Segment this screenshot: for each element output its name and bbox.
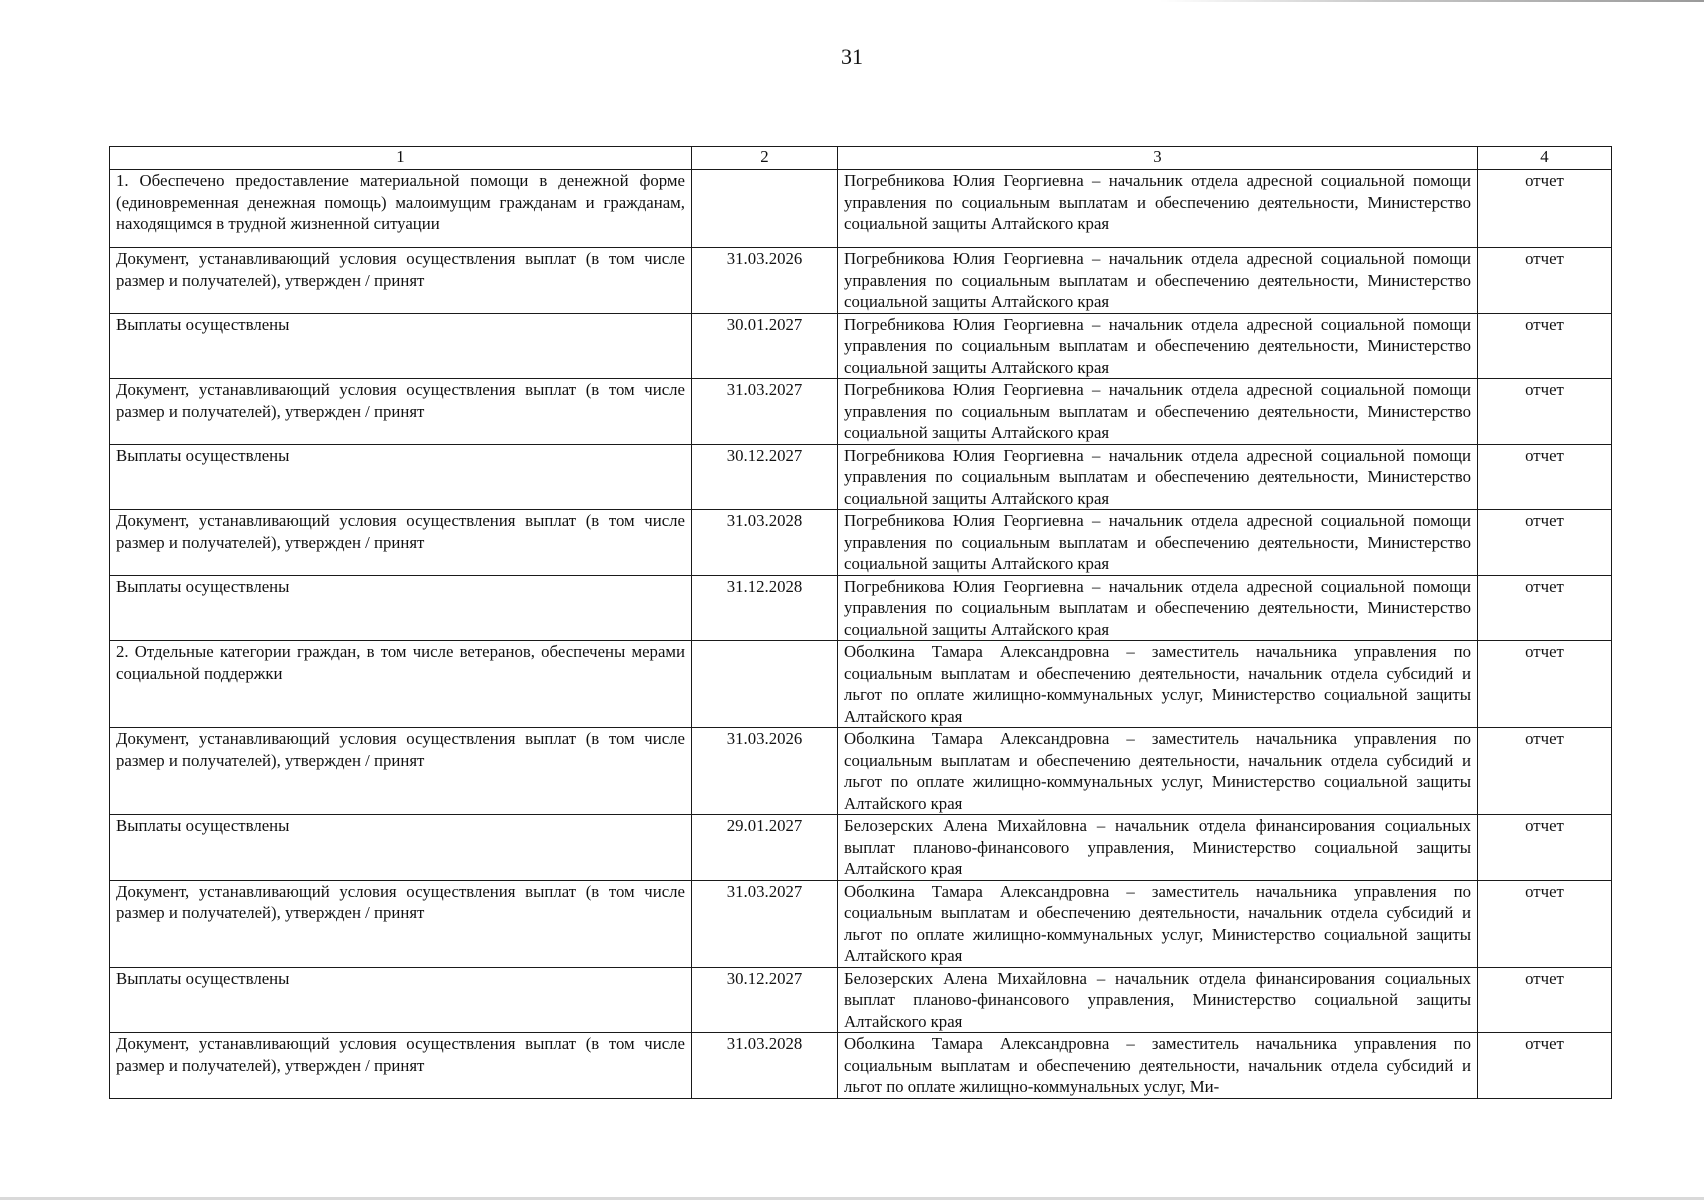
responsible-cell: Погребникова Юлия Георгиевна – начальник отдела адресной социальной помощи управления по социальным выплатам и обеспечению деятельности, Министерство социальной защиты Алтайского края	[838, 313, 1478, 379]
document-type-cell: отчет	[1478, 641, 1612, 728]
table-row	[110, 444, 1612, 510]
event-name-cell: Выплаты осуществлены	[110, 575, 692, 641]
responsible-cell: Оболкина Тамара Александровна – заместитель начальника управления по социальным выплатам и обеспечению деятельности, начальник отдела субсидий и льгот по оплате жилищно-коммунальных услуг, Министерство социальной защиты Алтайского края	[838, 728, 1478, 815]
plan-table	[109, 146, 1612, 1099]
event-name-cell: Документ, устанавливающий условия осуществления выплат (в том числе размер и получателей), утвержден / принят	[110, 248, 692, 314]
document-type-cell: отчет	[1478, 1033, 1612, 1099]
document-type-cell: отчет	[1478, 815, 1612, 881]
header-row	[110, 147, 1612, 170]
event-name-cell: Документ, устанавливающий условия осуществления выплат (в том числе размер и получателей), утвержден / принят	[110, 728, 692, 815]
responsible-cell: Оболкина Тамара Александровна – заместитель начальника управления по социальным выплатам и обеспечению деятельности, начальник отдела субсидий и льгот по оплате жилищно-коммунальных услуг, Ми-	[838, 1033, 1478, 1099]
document-type-cell: отчет	[1478, 313, 1612, 379]
responsible-cell: Оболкина Тамара Александровна – заместитель начальника управления по социальным выплатам и обеспечению деятельности, начальник отдела субсидий и льгот по оплате жилищно-коммунальных услуг, Министерство социальной защиты Алтайского края	[838, 880, 1478, 967]
event-name-cell: Документ, устанавливающий условия осуществления выплат (в том числе размер и получателей), утвержден / принят	[110, 1033, 692, 1099]
deadline-cell: 30.01.2027	[692, 313, 838, 379]
table-header	[110, 147, 1612, 170]
table-row	[110, 248, 1612, 314]
document-type-cell: отчет	[1478, 170, 1612, 248]
table-row	[110, 1033, 1612, 1099]
responsible-cell: Погребникова Юлия Георгиевна – начальник отдела адресной социальной помощи управления по социальным выплатам и обеспечению деятельности, Министерство социальной защиты Алтайского края	[838, 510, 1478, 576]
table-body	[110, 170, 1612, 1099]
table-row	[110, 170, 1612, 248]
deadline-cell: 31.03.2027	[692, 880, 838, 967]
table-row	[110, 728, 1612, 815]
table-row	[110, 880, 1612, 967]
document-type-cell: отчет	[1478, 967, 1612, 1033]
scan-edge-line	[1160, 0, 1704, 2]
header-col-2: 2	[692, 147, 838, 170]
deadline-cell: 31.03.2028	[692, 1033, 838, 1099]
header-col-1: 1	[110, 147, 692, 170]
document-type-cell: отчет	[1478, 444, 1612, 510]
table-row	[110, 510, 1612, 576]
document-type-cell: отчет	[1478, 379, 1612, 445]
table-row	[110, 967, 1612, 1033]
deadline-cell: 31.03.2026	[692, 728, 838, 815]
document-type-cell: отчет	[1478, 728, 1612, 815]
event-name-cell: 2. Отдельные категории граждан, в том числе ветеранов, обеспечены мерами социальной поддержки	[110, 641, 692, 728]
responsible-cell: Погребникова Юлия Георгиевна – начальник отдела адресной социальной помощи управления по социальным выплатам и обеспечению деятельности, Министерство социальной защиты Алтайского края	[838, 575, 1478, 641]
event-name-cell: Выплаты осуществлены	[110, 313, 692, 379]
table-row	[110, 815, 1612, 881]
document-type-cell: отчет	[1478, 248, 1612, 314]
header-col-3: 3	[838, 147, 1478, 170]
event-name-cell: Документ, устанавливающий условия осуществления выплат (в том числе размер и получателей), утвержден / принят	[110, 379, 692, 445]
event-name-cell: Документ, устанавливающий условия осуществления выплат (в том числе размер и получателей), утвержден / принят	[110, 880, 692, 967]
event-name-cell: Документ, устанавливающий условия осуществления выплат (в том числе размер и получателей), утвержден / принят	[110, 510, 692, 576]
responsible-cell: Погребникова Юлия Георгиевна – начальник отдела адресной социальной помощи управления по социальным выплатам и обеспечению деятельности, Министерство социальной защиты Алтайского края	[838, 248, 1478, 314]
table-row	[110, 641, 1612, 728]
header-col-4: 4	[1478, 147, 1612, 170]
event-name-cell: Выплаты осуществлены	[110, 444, 692, 510]
document-type-cell: отчет	[1478, 575, 1612, 641]
document-type-cell: отчет	[1478, 880, 1612, 967]
deadline-cell: 31.03.2028	[692, 510, 838, 576]
deadline-cell: 30.12.2027	[692, 967, 838, 1033]
responsible-cell: Погребникова Юлия Георгиевна – начальник отдела адресной социальной помощи управления по социальным выплатам и обеспечению деятельности, Министерство социальной защиты Алтайского края	[838, 379, 1478, 445]
event-name-cell: Выплаты осуществлены	[110, 967, 692, 1033]
page-number: 31	[841, 44, 863, 69]
deadline-cell: 30.12.2027	[692, 444, 838, 510]
responsible-cell: Оболкина Тамара Александровна – заместитель начальника управления по социальным выплатам и обеспечению деятельности, начальник отдела субсидий и льгот по оплате жилищно-коммунальных услуг, Министерство социальной защиты Алтайского края	[838, 641, 1478, 728]
deadline-cell	[692, 170, 838, 248]
responsible-cell: Погребникова Юлия Георгиевна – начальник отдела адресной социальной помощи управления по социальным выплатам и обеспечению деятельности, Министерство социальной защиты Алтайского края	[838, 170, 1478, 248]
responsible-cell: Белозерских Алена Михайловна – начальник отдела финансирования социальных выплат планово-финансового управления, Министерство социальной защиты Алтайского края	[838, 967, 1478, 1033]
table-row	[110, 313, 1612, 379]
deadline-cell: 29.01.2027	[692, 815, 838, 881]
responsible-cell: Белозерских Алена Михайловна – начальник отдела финансирования социальных выплат планово-финансового управления, Министерство социальной защиты Алтайского края	[838, 815, 1478, 881]
event-name-cell: Выплаты осуществлены	[110, 815, 692, 881]
table-row	[110, 379, 1612, 445]
deadline-cell: 31.12.2028	[692, 575, 838, 641]
document-type-cell: отчет	[1478, 510, 1612, 576]
event-name-cell: 1. Обеспечено предоставление материальной помощи в денежной форме (единовременная денежная помощь) малоимущим гражданам и гражданам, находящимся в трудной жизненной ситуации	[110, 170, 692, 248]
table-row	[110, 575, 1612, 641]
responsible-cell: Погребникова Юлия Георгиевна – начальник отдела адресной социальной помощи управления по социальным выплатам и обеспечению деятельности, Министерство социальной защиты Алтайского края	[838, 444, 1478, 510]
deadline-cell	[692, 641, 838, 728]
deadline-cell: 31.03.2027	[692, 379, 838, 445]
deadline-cell: 31.03.2026	[692, 248, 838, 314]
